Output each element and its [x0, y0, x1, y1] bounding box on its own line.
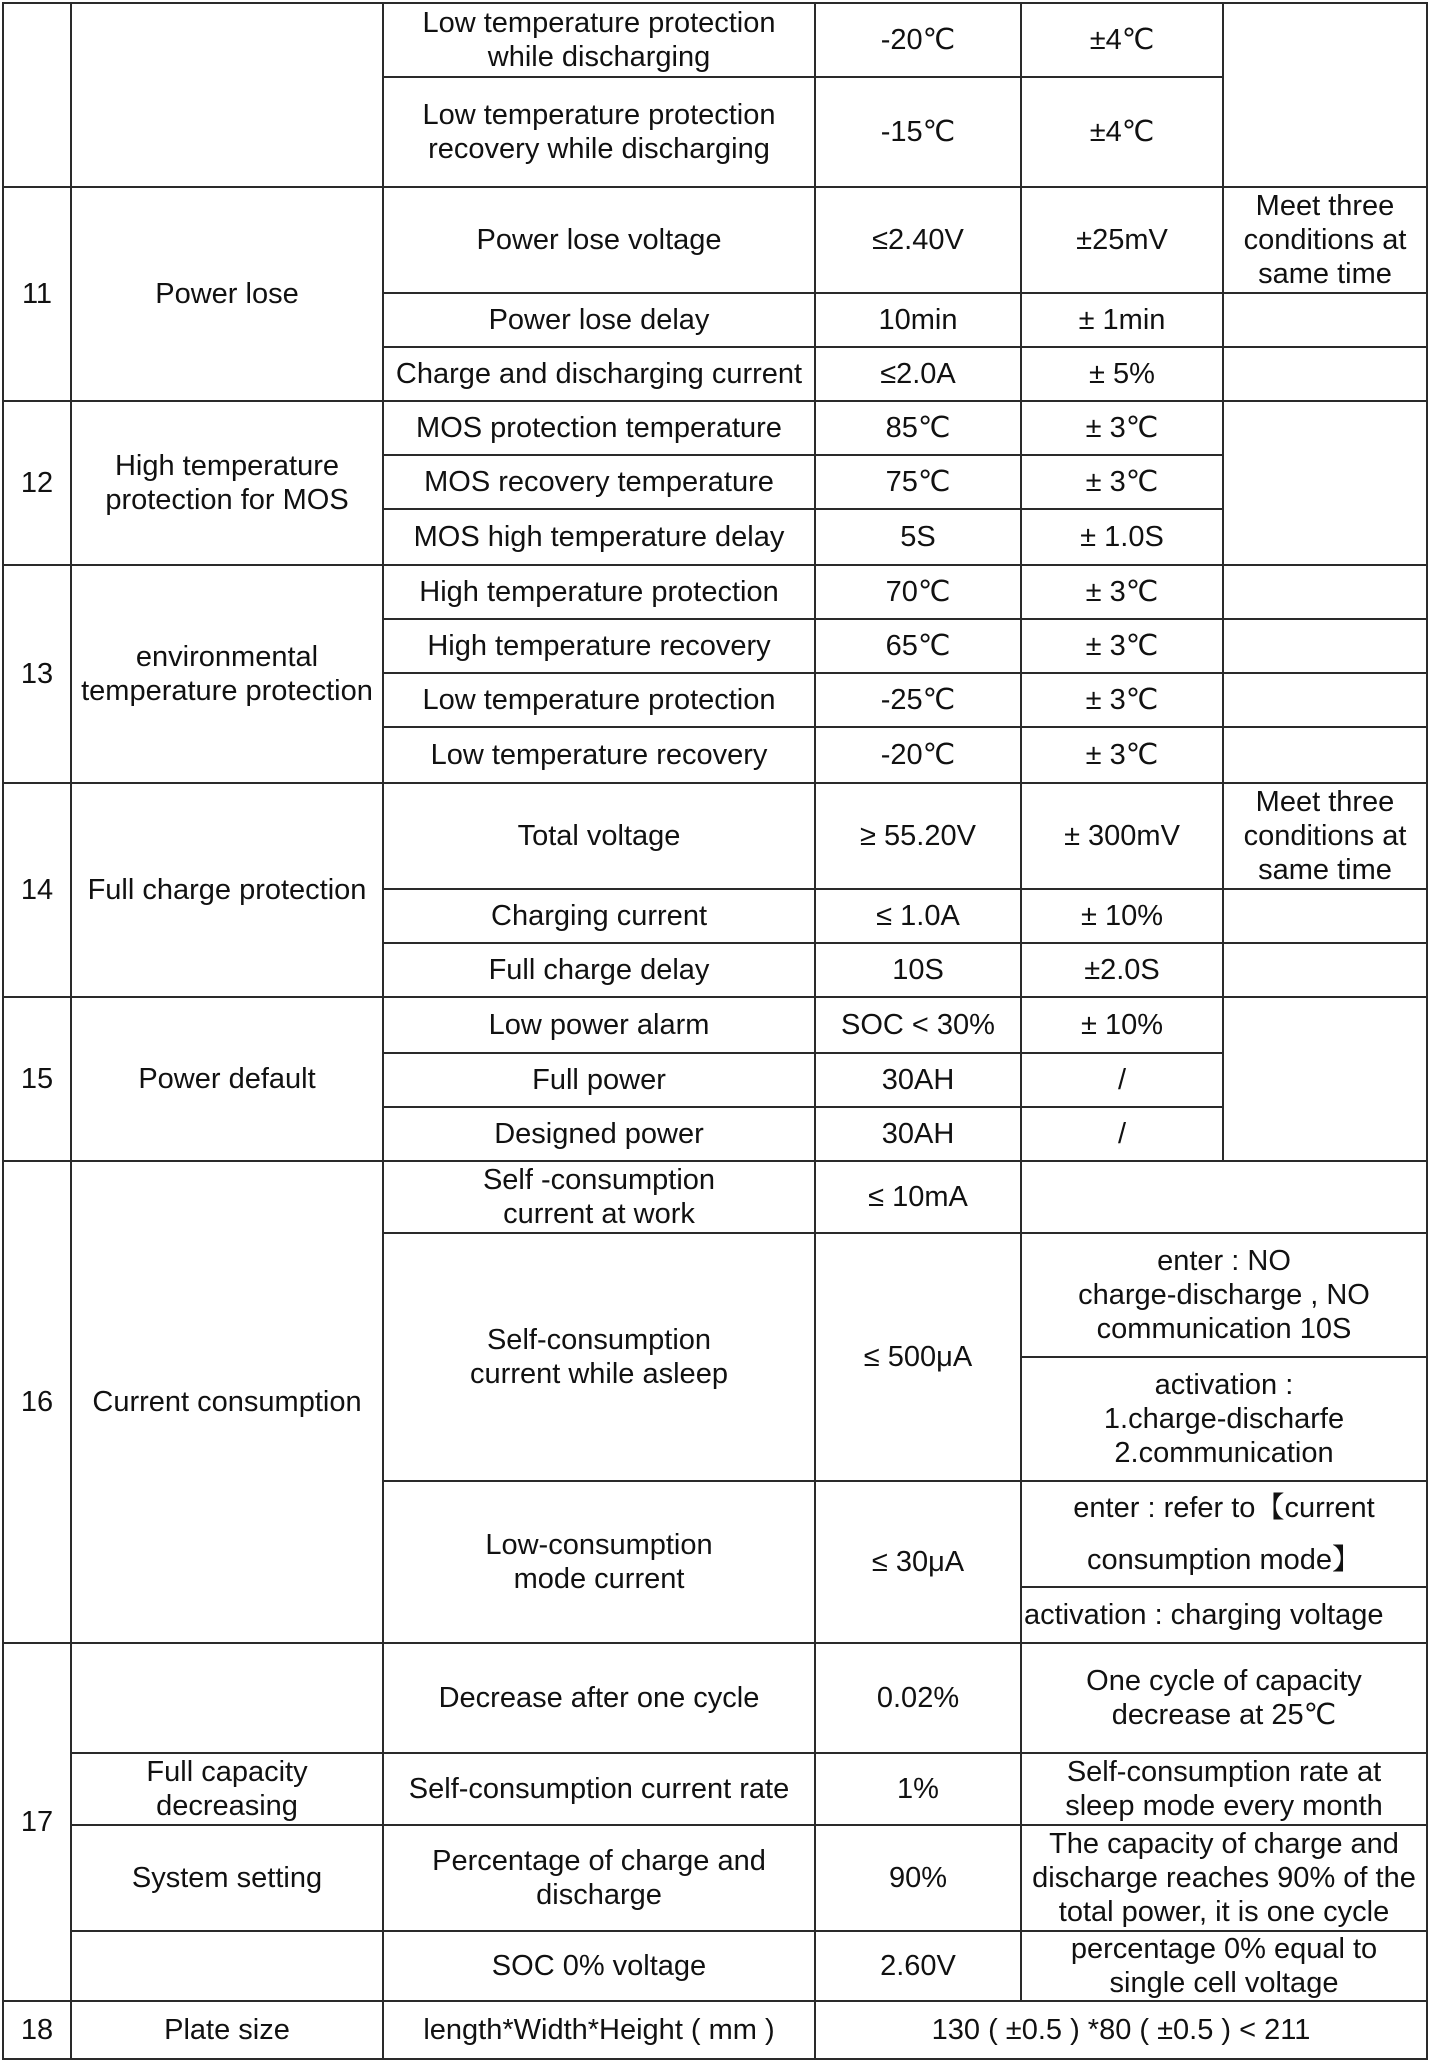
param-tolerance: ± 3℃	[1021, 673, 1223, 727]
param-name: SOC 0% voltage	[383, 1931, 815, 2001]
param-tolerance: ± 3℃	[1021, 455, 1223, 509]
param-name: MOS recovery temperature	[383, 455, 815, 509]
param-name: Self -consumption current at work	[383, 1161, 815, 1233]
param-remark	[1223, 565, 1427, 619]
param-remark: Meet three conditions at same time	[1223, 187, 1427, 293]
item-title: System setting	[71, 1825, 383, 1931]
param-name: Self-consumption current rate	[383, 1753, 815, 1825]
item-title: Power lose	[71, 187, 383, 401]
sleep-activation-condition: activation : 1.charge-discharfe 2.communication	[1021, 1357, 1427, 1481]
param-tolerance: /	[1021, 1107, 1223, 1161]
item-title: Current consumption	[71, 1161, 383, 1643]
param-tolerance: ± 1min	[1021, 293, 1223, 347]
table-row	[3, 1825, 1427, 1931]
param-value: 30AH	[815, 1053, 1021, 1107]
item-title: Full charge protection	[71, 783, 383, 997]
param-tolerance: ± 10%	[1021, 997, 1223, 1053]
sleep-enter-condition: enter : NO charge-discharge , NO communication 10S	[1021, 1233, 1427, 1357]
param-remark	[1223, 997, 1427, 1161]
param-name: Low temperature protection recovery while discharging	[383, 77, 815, 187]
param-remark	[1223, 293, 1427, 347]
param-value: ≤ 500μA	[815, 1233, 1021, 1481]
param-remark: Meet three conditions at same time	[1223, 783, 1427, 889]
param-value: ≥ 55.20V	[815, 783, 1021, 889]
low-mode-enter-condition: enter : refer to【current consumption mode】	[1021, 1481, 1427, 1587]
low-mode-activation-condition: activation : charging voltage	[1021, 1587, 1427, 1643]
item-title: Plate size	[71, 2001, 383, 2059]
param-tolerance: ±4℃	[1021, 3, 1223, 77]
item-number: 14	[3, 783, 71, 997]
param-name: length*Width*Height ( mm )	[383, 2001, 815, 2059]
item-number: 11	[3, 187, 71, 401]
param-value: -25℃	[815, 673, 1021, 727]
table-row	[3, 1161, 1427, 1233]
param-tolerance: /	[1021, 1053, 1223, 1107]
param-name: MOS high temperature delay	[383, 509, 815, 565]
item-title-cell	[71, 1643, 383, 1753]
table-row	[3, 187, 1427, 293]
param-remark	[1223, 347, 1427, 401]
param-value: -15℃	[815, 77, 1021, 187]
table-row	[3, 2001, 1427, 2059]
param-value: ≤ 30μA	[815, 1481, 1021, 1643]
param-value: 2.60V	[815, 1931, 1021, 2001]
param-name: Power lose delay	[383, 293, 815, 347]
param-remark: percentage 0% equal to single cell voltage	[1021, 1931, 1427, 2001]
table-row	[3, 565, 1427, 619]
param-remark	[1223, 401, 1427, 565]
spec-table	[2, 2, 1428, 2060]
item-title: Full capacity decreasing	[71, 1753, 383, 1825]
param-value: -20℃	[815, 727, 1021, 783]
param-value: -20℃	[815, 3, 1021, 77]
param-value: 90%	[815, 1825, 1021, 1931]
param-value: 30AH	[815, 1107, 1021, 1161]
item-number: 18	[3, 2001, 71, 2059]
param-tolerance: ± 3℃	[1021, 565, 1223, 619]
param-tolerance: ±4℃	[1021, 77, 1223, 187]
item-number: 15	[3, 997, 71, 1161]
param-value: 130 ( ±0.5 ) *80 ( ±0.5 ) < 211	[815, 2001, 1427, 2059]
param-remark	[1223, 943, 1427, 997]
param-tolerance: ± 10%	[1021, 889, 1223, 943]
param-tolerance: ± 3℃	[1021, 619, 1223, 673]
param-name: Charging current	[383, 889, 815, 943]
param-remark: The capacity of charge and discharge reaches 90% of the total power, it is one cycle	[1021, 1825, 1427, 1931]
item-number-cell	[3, 3, 71, 187]
param-value: ≤2.40V	[815, 187, 1021, 293]
param-remark	[1223, 889, 1427, 943]
param-tolerance: ±25mV	[1021, 187, 1223, 293]
param-name: Decrease after one cycle	[383, 1643, 815, 1753]
item-title: High temperature protection for MOS	[71, 401, 383, 565]
param-value: 5S	[815, 509, 1021, 565]
param-name: Percentage of charge and discharge	[383, 1825, 815, 1931]
param-value: ≤ 1.0A	[815, 889, 1021, 943]
item-title-cell	[71, 1931, 383, 2001]
table-row	[3, 783, 1427, 889]
table-row	[3, 997, 1427, 1053]
param-name: Low temperature recovery	[383, 727, 815, 783]
param-name: High temperature recovery	[383, 619, 815, 673]
param-remark	[1223, 3, 1427, 187]
param-remark: One cycle of capacity decrease at 25℃	[1021, 1643, 1427, 1753]
item-number: 12	[3, 401, 71, 565]
param-tolerance: ± 300mV	[1021, 783, 1223, 889]
param-tolerance: ± 5%	[1021, 347, 1223, 401]
param-value: 70℃	[815, 565, 1021, 619]
param-tolerance: ± 3℃	[1021, 727, 1223, 783]
param-remark	[1021, 1161, 1427, 1233]
param-remark	[1223, 619, 1427, 673]
param-name: Full power	[383, 1053, 815, 1107]
param-value: 1%	[815, 1753, 1021, 1825]
table-row	[3, 1931, 1427, 2001]
param-value: 10S	[815, 943, 1021, 997]
table-row	[3, 401, 1427, 455]
param-tolerance: ± 1.0S	[1021, 509, 1223, 565]
param-name: Low power alarm	[383, 997, 815, 1053]
item-title-cell	[71, 3, 383, 187]
param-remark	[1223, 727, 1427, 783]
param-value: 85℃	[815, 401, 1021, 455]
table-row	[3, 1643, 1427, 1753]
param-value: ≤2.0A	[815, 347, 1021, 401]
param-name: Total voltage	[383, 783, 815, 889]
param-name: Low temperature protection	[383, 673, 815, 727]
param-name: High temperature protection	[383, 565, 815, 619]
param-name: Designed power	[383, 1107, 815, 1161]
param-tolerance: ±2.0S	[1021, 943, 1223, 997]
item-number: 17	[3, 1643, 71, 2001]
param-value: ≤ 10mA	[815, 1161, 1021, 1233]
param-name: Low temperature protection while discharging	[383, 3, 815, 77]
param-tolerance: ± 3℃	[1021, 401, 1223, 455]
param-value: 65℃	[815, 619, 1021, 673]
param-name: Charge and discharging current	[383, 347, 815, 401]
param-name: Self-consumption current while asleep	[383, 1233, 815, 1481]
param-name: MOS protection temperature	[383, 401, 815, 455]
table-row	[3, 1753, 1427, 1825]
param-value: 75℃	[815, 455, 1021, 509]
param-name: Power lose voltage	[383, 187, 815, 293]
param-name: Full charge delay	[383, 943, 815, 997]
item-title: environmental temperature protection	[71, 565, 383, 783]
param-value: SOC < 30%	[815, 997, 1021, 1053]
param-value: 0.02%	[815, 1643, 1021, 1753]
item-title: Power default	[71, 997, 383, 1161]
item-number: 13	[3, 565, 71, 783]
table-row	[3, 3, 1427, 77]
param-name: Low-consumption mode current	[383, 1481, 815, 1643]
param-remark: Self-consumption rate at sleep mode every month	[1021, 1753, 1427, 1825]
param-value: 10min	[815, 293, 1021, 347]
param-remark	[1223, 673, 1427, 727]
item-number: 16	[3, 1161, 71, 1643]
